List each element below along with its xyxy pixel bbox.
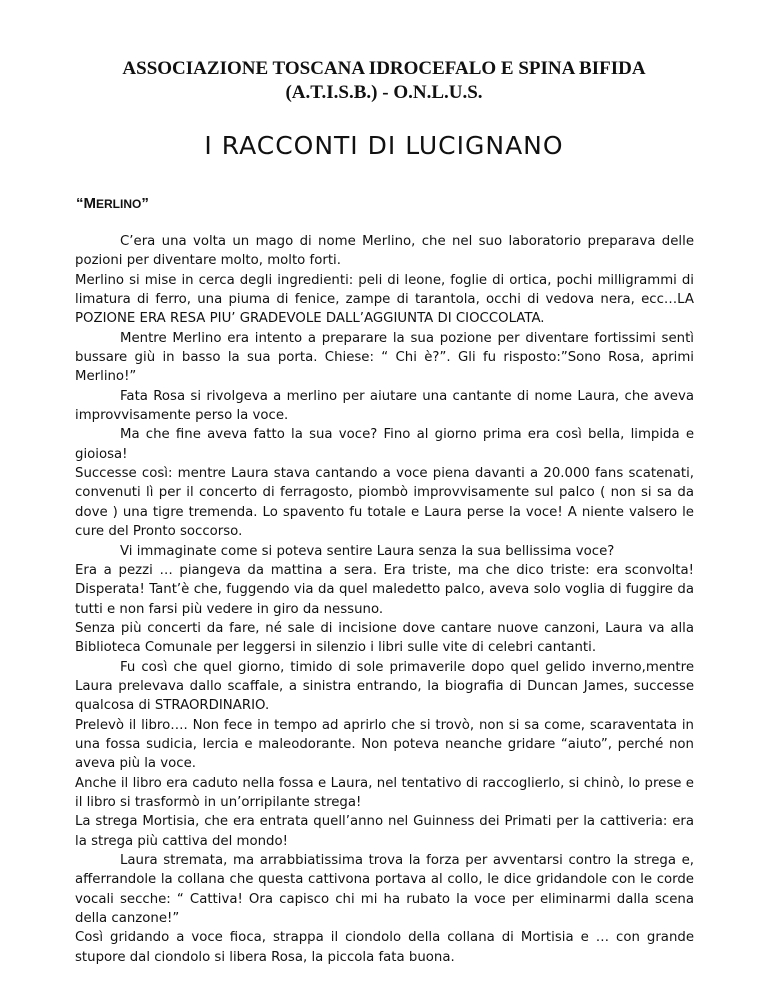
story-title: [76, 195, 149, 212]
paragraph: Prelevò il libro…. Non fece in tempo ad aprirlo che si trovò, non si sa come, scaraventata in una fossa sudicia, lercia e maleodorante. Non poteva neanche gridare “aiuto”, perché non aveva più la voce.: [75, 717, 694, 772]
story-title-rest: ERLINO: [96, 197, 142, 211]
paragraph: Laura stremata, ma arrabbiatissima trova la forza per avventarsi contro la strega e, afferrandole la collana che questa cattivona portava al collo, le dice gridandole con le corde vocali secche: “ Cattiva! Ora capisco chi mi ha rubato la voce per eliminarmi dalla scena della canzone!”: [75, 853, 694, 927]
paragraph: C’era una volta un mago di nome Merlino, che nel suo laboratorio preparava delle pozioni per diventare molto, molto forti.: [75, 234, 694, 269]
story-title-open: “M: [76, 195, 96, 212]
paragraph: Fata Rosa si rivolgeva a merlino per aiutare una cantante di nome Laura, che aveva improvvisamente perso la voce.: [75, 388, 694, 424]
paragraph: Era a pezzi … piangeva da mattina a sera. Era triste, ma che dico triste: era sconvolta! Disperata! Tant’è che, fuggendo via da quel maledetto palco, aveva solo voglia di fuggire da tutti e non farsi più vedere in giro da nessuno.: [75, 562, 694, 617]
paragraph: Merlino si mise in cerca degli ingredienti: peli di leone, foglie di ortica, pochi milligrammi di limatura di ferro, una piuma di fenice, zampe di tarantola, occhi di vedova nera, ecc…LA POZIONE ERA RESA PIU’ GRADEVOLE DALL’AGGIUNTA DI CIOCCOLATA.: [75, 272, 694, 327]
paragraph: Ma che fine aveva fatto la sua voce? Fino al giorno prima era così bella, limpida e gioiosa!: [75, 427, 694, 462]
paragraph: Vi immaginate come si poteva sentire Laura senza la sua bellissima voce?: [120, 543, 615, 559]
organization-acronym: (A.T.I.S.B.) - O.N.L.U.S.: [285, 82, 483, 103]
series-title: I RACCONTI DI LUCIGNANO: [204, 131, 564, 160]
paragraph: Anche il libro era caduto nella fossa e Laura, nel tentativo di raccoglierlo, si chinò, lo prese e il libro si trasformò in un’orripilante strega!: [75, 775, 694, 810]
story-body: [75, 232, 694, 967]
organization-name: ASSOCIAZIONE TOSCANA IDROCEFALO E SPINA BIFIDA: [122, 58, 646, 79]
paragraph: Senza più concerti da fare, né sale di incisione dove cantare nuove canzoni, Laura va alla Biblioteca Comunale per leggersi in silenzio i libri sulle vite di celebri cantanti.: [75, 620, 694, 656]
paragraph: Fu così che quel giorno, timido di sole primaverile dopo quel gelido inverno,mentre Laura prelevava dallo scaffale, a sinistra entrando, la biografia di Duncan James, successe qualcosa di STRAORDINARIO.: [75, 659, 694, 714]
paragraph: Così gridando a voce fioca, strappa il ciondolo della collana di Mortisia e … con grande stupore dal ciondolo si libera Rosa, la piccola fata buona.: [75, 930, 694, 965]
paragraph: La strega Mortisia, che era entrata quell’anno nel Guinness dei Primati per la cattiveria: era la strega più cattiva del mondo!: [75, 814, 694, 849]
story-title-close: ”: [141, 195, 149, 212]
paragraph: Mentre Merlino era intento a preparare la sua pozione per diventare fortissimi sentì bussare giù in basso la sua porta. Chiese: “ Chi è?”. Gli fu risposto:”Sono Rosa, aprimi Merlino!”: [75, 330, 694, 385]
paragraph: Successe così: mentre Laura stava cantando a voce piena davanti a 20.000 fans scatenati, convenuti lì per il concerto di ferragosto, piombò improvvisamente sul palco ( non si sa da dove ) una tigre tremenda. Lo spavento fu totale e Laura perse la voce! A niente valsero le cure del Pronto soccorso.: [75, 466, 694, 540]
